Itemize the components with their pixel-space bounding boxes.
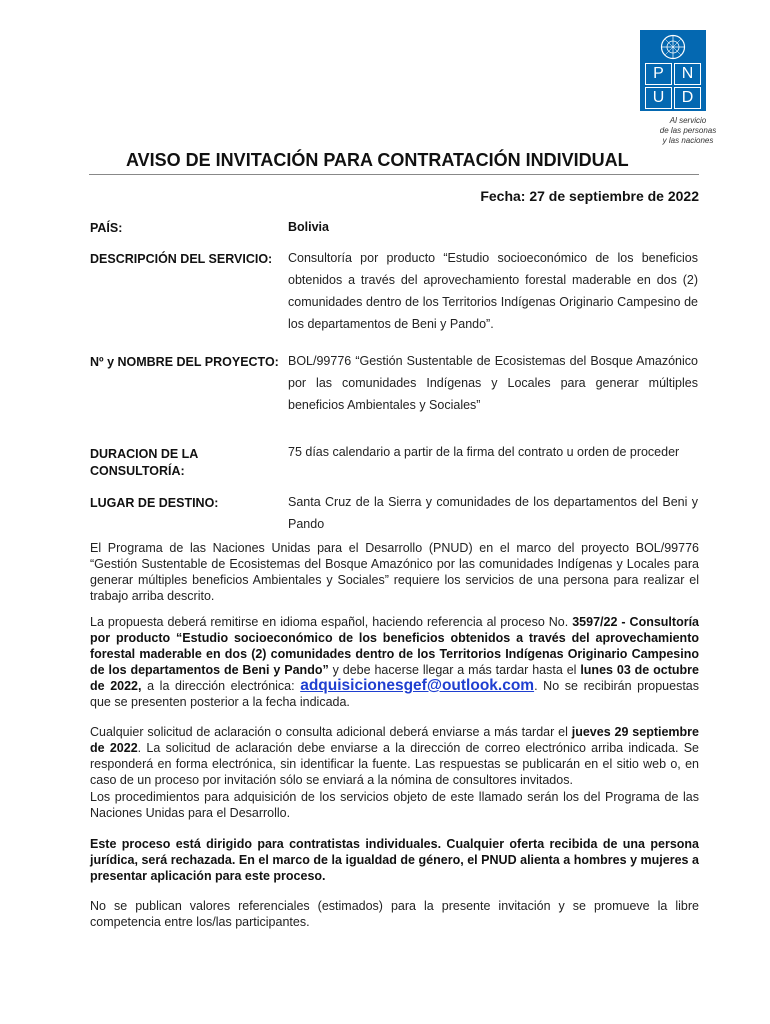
paragraph-intro: El Programa de las Naciones Unidas para el Desarrollo (PNUD) en el marco del proyecto BOL/99776 “Gestión Sustentable de Ecosistemas del Bosque Amazónico por las comunidades Indígenas y Locales para generar múltiples beneficios Ambientales y Sociales” requiere los servicios de una persona para realizar el trabajo arriba descrito.: [90, 541, 699, 603]
deadline-date: lunes 03 de octubre de 2022,: [90, 663, 699, 693]
proposal-text: a la dirección electrónica:: [141, 679, 301, 693]
duracion-label: [90, 446, 198, 480]
document-title: AVISO DE INVITACIÓN PARA CONTRATACIÓN INDIVIDUAL: [126, 150, 629, 170]
duracion-label-line: DURACION DE LA: [90, 447, 199, 461]
logo-letter-u: U: [645, 87, 672, 109]
pais-value: Bolivia: [288, 220, 329, 234]
proposal-text: La propuesta deberá remitirse en idioma español, haciendo referencia al proceso No.: [90, 615, 573, 629]
tagline-line: de las personas: [659, 126, 717, 135]
lugar-label: LUGAR DE DESTINO:: [90, 496, 219, 510]
logo-letter-n: N: [674, 63, 701, 85]
pais-label: PAÍS:: [90, 221, 123, 235]
proyecto-label: Nº y NOMBRE DEL PROYECTO:: [90, 355, 279, 369]
process-reference: 3597/22 - Consultoría por producto “Estudio socioeconómico de los beneficios obtenidos a través del aprovechamiento forestal maderable en dos (2) comunidades dentro de los Territorios Indígenas Originario Campesino de los departamentos de Beni y Pando”: [90, 615, 699, 677]
duracion-label-line: CONSULTORÍA:: [90, 464, 185, 478]
paragraph-eligibility: Este proceso está dirigido para contratistas individuales. Cualquier oferta recibida de una persona jurídica, será rechazada. En el marco de la igualdad de género, el PNUD alienta a hombres y mujeres a presentar aplicación para este proceso.: [90, 837, 699, 883]
paragraph-proposal: [90, 614, 699, 710]
servicio-label: DESCRIPCIÓN DEL SERVICIO:: [90, 252, 273, 266]
clarification-deadline: jueves 29 septiembre de 2022: [90, 725, 699, 755]
proyecto-value: BOL/99776 “Gestión Sustentable de Ecosistemas del Bosque Amazónico por las comunidades Indígenas y Locales para generar múltiples beneficios Ambientales y Sociales”: [288, 354, 698, 412]
paragraph-clarification: [90, 724, 699, 788]
clarification-text: Cualquier solicitud de aclaración o consulta adicional deberá enviarse a más tardar el: [90, 725, 572, 739]
lugar-value: Santa Cruz de la Sierra y comunidades de los departamentos del Beni y Pando: [288, 495, 698, 531]
proposal-text: y debe hacerse llegar a más tardar hasta el: [328, 663, 581, 677]
proposal-text: . No se recibirán propuestas que se presenten posterior a la fecha indicada.: [90, 679, 699, 709]
tagline-line: y las naciones: [662, 136, 714, 145]
logo-letter-d: D: [674, 87, 701, 109]
document-date: Fecha: 27 de septiembre de 2022: [480, 188, 699, 204]
undp-logo: [640, 30, 706, 111]
paragraph-procedures: Los procedimientos para adquisición de los servicios objeto de este llamado serán los del Programa de las Naciones Unidas para el Desarrollo.: [90, 790, 699, 820]
servicio-value: Consultoría por producto “Estudio socioeconómico de los beneficios obtenidos a través del aprovechamiento forestal maderable en dos (2) comunidades dentro de los Territorios Indígenas Originario Campesino de los departamentos de Beni y Pando”.: [288, 251, 698, 331]
logo-letter-p: P: [645, 63, 672, 85]
clarification-text: . La solicitud de aclaración debe enviarse a la dirección de correo electrónico arriba indicada. Se responderá en forma electrónica, sin identificar la fuente. Las respuestas se publicarán en el sitio web o, en caso de un proceso por invitación sólo se enviará a la nómina de consultores invitados.: [90, 741, 699, 787]
paragraph-competition: No se publican valores referenciales (estimados) para la presente invitación y se promueve la libre competencia entre los/las participantes.: [90, 899, 699, 929]
logo-tagline: [648, 116, 728, 146]
title-divider: [89, 174, 699, 175]
email-link[interactable]: adquisicionesgef@outlook.com: [300, 677, 535, 694]
duracion-value: 75 días calendario a partir de la firma del contrato u orden de proceder: [288, 445, 680, 459]
tagline-line: Al servicio: [669, 116, 707, 125]
un-emblem-icon: [660, 34, 686, 60]
